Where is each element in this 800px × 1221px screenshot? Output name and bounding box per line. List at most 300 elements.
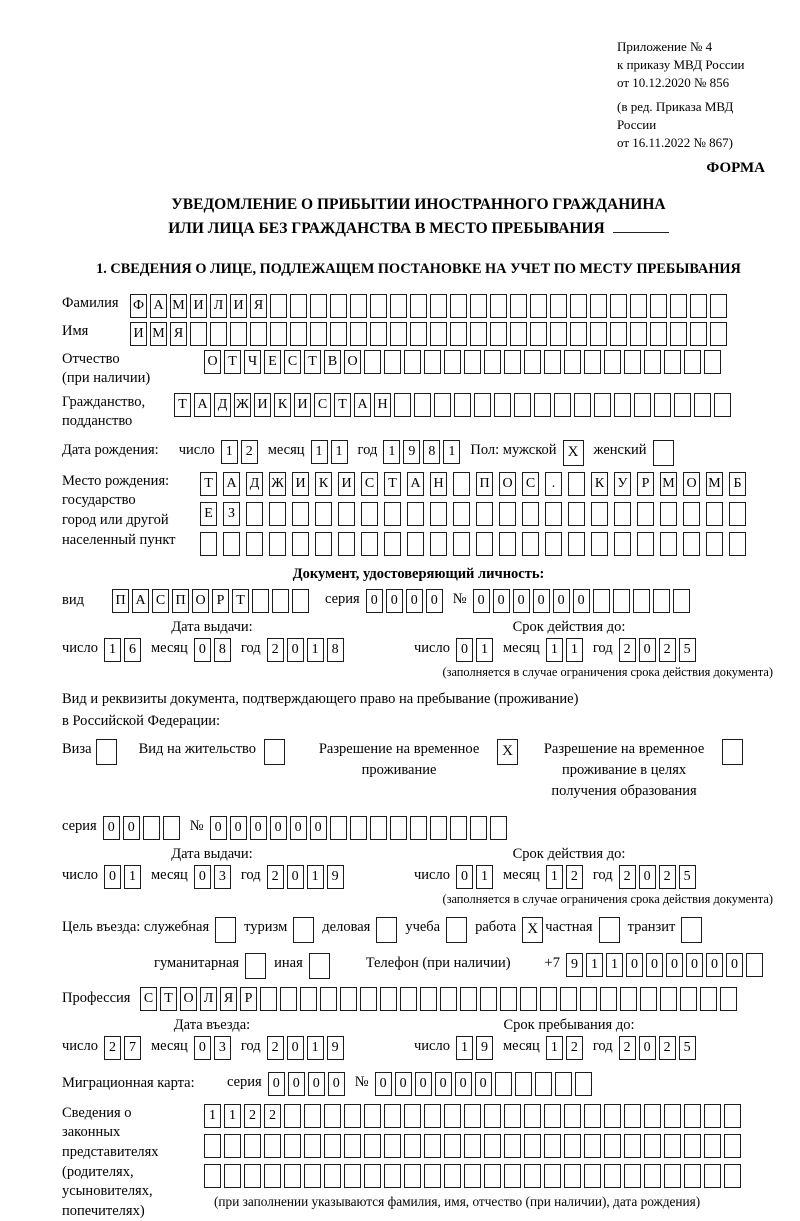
- purpose-tourism-checkbox[interactable]: [293, 917, 314, 943]
- given-name-cell[interactable]: [250, 322, 267, 346]
- profession-cell[interactable]: [440, 987, 457, 1011]
- representatives-cell[interactable]: [544, 1104, 561, 1128]
- given-name-cell[interactable]: [290, 322, 307, 346]
- citizenship-cell[interactable]: [654, 393, 671, 417]
- surname-cell[interactable]: [690, 294, 707, 318]
- representatives-cell[interactable]: [624, 1104, 641, 1128]
- birthplace-cell[interactable]: [453, 472, 470, 496]
- stay-year-cell[interactable]: 2: [619, 1036, 636, 1060]
- permit-number-cell[interactable]: [490, 816, 507, 840]
- birthplace-cell[interactable]: С: [361, 472, 378, 496]
- representatives-cell[interactable]: [264, 1164, 281, 1188]
- phone-cell[interactable]: 0: [726, 953, 743, 977]
- citizenship-cell[interactable]: [554, 393, 571, 417]
- patronymic-cell[interactable]: О: [204, 350, 221, 374]
- doc-number-cell[interactable]: 0: [473, 589, 490, 613]
- given-name-cell[interactable]: [370, 322, 387, 346]
- representatives-cell[interactable]: [664, 1134, 681, 1158]
- birthplace-cell[interactable]: О: [683, 472, 700, 496]
- doc-type-cell[interactable]: С: [152, 589, 169, 613]
- profession-cell[interactable]: С: [140, 987, 157, 1011]
- representatives-cell[interactable]: [384, 1104, 401, 1128]
- profession-cell[interactable]: [500, 987, 517, 1011]
- sex-female-checkbox[interactable]: [653, 440, 674, 466]
- doc-number-cell[interactable]: 0: [493, 589, 510, 613]
- purpose-transit-checkbox[interactable]: [681, 917, 702, 943]
- patronymic-cell[interactable]: С: [284, 350, 301, 374]
- migration-number-cell[interactable]: 0: [415, 1072, 432, 1096]
- representatives-cell[interactable]: [484, 1164, 501, 1188]
- representatives-cell[interactable]: [644, 1164, 661, 1188]
- permit-number-cell[interactable]: 0: [310, 816, 327, 840]
- representatives-cell[interactable]: [684, 1164, 701, 1188]
- id-issue-year-cell[interactable]: 1: [307, 638, 324, 662]
- birthplace-cell[interactable]: [683, 502, 700, 526]
- representatives-cell[interactable]: [704, 1164, 721, 1188]
- migration-number-cell[interactable]: [495, 1072, 512, 1096]
- birthplace-cell[interactable]: [637, 532, 654, 556]
- doc-number-cell[interactable]: 0: [533, 589, 550, 613]
- permit-number-cell[interactable]: [430, 816, 447, 840]
- purpose-official-checkbox[interactable]: [215, 917, 236, 943]
- citizenship-cell[interactable]: Н: [374, 393, 391, 417]
- birthplace-cell[interactable]: У: [614, 472, 631, 496]
- given-name-cell[interactable]: [610, 322, 627, 346]
- birthplace-cell[interactable]: [545, 532, 562, 556]
- representatives-cell[interactable]: [204, 1134, 221, 1158]
- permit-expiry-day-cell[interactable]: 1: [476, 865, 493, 889]
- permit-number-cell[interactable]: 0: [230, 816, 247, 840]
- birthplace-cell[interactable]: Н: [430, 472, 447, 496]
- purpose-transit-checkbox[interactable]: [681, 917, 702, 943]
- citizenship-cell[interactable]: [634, 393, 651, 417]
- given-name-cell[interactable]: [210, 322, 227, 346]
- birthplace-cell[interactable]: [637, 502, 654, 526]
- profession-cell[interactable]: [540, 987, 557, 1011]
- representatives-cell[interactable]: [404, 1164, 421, 1188]
- citizenship-cell[interactable]: [454, 393, 471, 417]
- given-name-cell[interactable]: [350, 322, 367, 346]
- id-expiry-month-cell[interactable]: 1: [546, 638, 563, 662]
- patronymic-cell[interactable]: Ч: [244, 350, 261, 374]
- doc-type-cell[interactable]: Р: [212, 589, 229, 613]
- birthplace-cell[interactable]: [430, 502, 447, 526]
- permit-series-cell[interactable]: [143, 816, 160, 840]
- birthplace-cell[interactable]: [660, 502, 677, 526]
- representatives-cell[interactable]: [324, 1104, 341, 1128]
- representatives-cell[interactable]: [244, 1134, 261, 1158]
- surname-cell[interactable]: [430, 294, 447, 318]
- patronymic-cell[interactable]: [484, 350, 501, 374]
- id-issue-year-cell[interactable]: 8: [327, 638, 344, 662]
- migration-number-cell[interactable]: [555, 1072, 572, 1096]
- representatives-cell[interactable]: [424, 1104, 441, 1128]
- representatives-cell[interactable]: [704, 1134, 721, 1158]
- migration-number-cell[interactable]: 0: [395, 1072, 412, 1096]
- representatives-cell[interactable]: [224, 1134, 241, 1158]
- profession-cell[interactable]: [420, 987, 437, 1011]
- patronymic-cell[interactable]: [584, 350, 601, 374]
- surname-cell[interactable]: [710, 294, 727, 318]
- birthplace-cell[interactable]: К: [315, 472, 332, 496]
- birth-day-cell[interactable]: 2: [241, 440, 258, 464]
- birthplace-cell[interactable]: О: [499, 472, 516, 496]
- birthplace-cell[interactable]: [522, 532, 539, 556]
- doc-series-cell[interactable]: 0: [426, 589, 443, 613]
- surname-cell[interactable]: [270, 294, 287, 318]
- surname-cell[interactable]: М: [170, 294, 187, 318]
- entry-year-cell[interactable]: 1: [307, 1036, 324, 1060]
- representatives-cell[interactable]: [544, 1164, 561, 1188]
- permit-expiry-month-cell[interactable]: 2: [566, 865, 583, 889]
- profession-cell[interactable]: [700, 987, 717, 1011]
- migration-number-cell[interactable]: [535, 1072, 552, 1096]
- permit-number-cell[interactable]: 0: [250, 816, 267, 840]
- profession-cell[interactable]: [260, 987, 277, 1011]
- temp-residence-checkbox[interactable]: X: [497, 739, 518, 765]
- id-expiry-year-cell[interactable]: 5: [679, 638, 696, 662]
- birthplace-cell[interactable]: [384, 502, 401, 526]
- patronymic-cell[interactable]: В: [324, 350, 341, 374]
- stay-year-cell[interactable]: 0: [639, 1036, 656, 1060]
- id-issue-year-cell[interactable]: 2: [267, 638, 284, 662]
- doc-number-cell[interactable]: 0: [553, 589, 570, 613]
- doc-number-cell[interactable]: [593, 589, 610, 613]
- permit-issue-year-cell[interactable]: 1: [307, 865, 324, 889]
- citizenship-cell[interactable]: [674, 393, 691, 417]
- citizenship-cell[interactable]: И: [254, 393, 271, 417]
- entry-month-cell[interactable]: 0: [194, 1036, 211, 1060]
- given-name-cell[interactable]: Я: [170, 322, 187, 346]
- birthplace-cell[interactable]: [614, 502, 631, 526]
- patronymic-cell[interactable]: [424, 350, 441, 374]
- stay-day-cell[interactable]: 9: [476, 1036, 493, 1060]
- visa-checkbox[interactable]: [96, 739, 117, 765]
- patronymic-cell[interactable]: [544, 350, 561, 374]
- given-name-cell[interactable]: [390, 322, 407, 346]
- citizenship-cell[interactable]: Т: [334, 393, 351, 417]
- representatives-cell[interactable]: [584, 1134, 601, 1158]
- representatives-cell[interactable]: [524, 1104, 541, 1128]
- migration-number-cell[interactable]: [515, 1072, 532, 1096]
- given-name-cell[interactable]: [470, 322, 487, 346]
- birthplace-cell[interactable]: [614, 532, 631, 556]
- migration-number-cell[interactable]: 0: [475, 1072, 492, 1096]
- representatives-cell[interactable]: [724, 1104, 741, 1128]
- surname-cell[interactable]: [590, 294, 607, 318]
- birthplace-cell[interactable]: [522, 502, 539, 526]
- birthplace-cell[interactable]: [499, 532, 516, 556]
- representatives-cell[interactable]: [464, 1164, 481, 1188]
- given-name-cell[interactable]: [310, 322, 327, 346]
- representatives-cell[interactable]: [724, 1134, 741, 1158]
- id-issue-year-cell[interactable]: 0: [287, 638, 304, 662]
- phone-cell[interactable]: 0: [626, 953, 643, 977]
- patronymic-cell[interactable]: Е: [264, 350, 281, 374]
- entry-year-cell[interactable]: 2: [267, 1036, 284, 1060]
- profession-cell[interactable]: [460, 987, 477, 1011]
- phone-cell[interactable]: 1: [586, 953, 603, 977]
- stay-year-cell[interactable]: 5: [679, 1036, 696, 1060]
- given-name-cell[interactable]: [230, 322, 247, 346]
- representatives-cell[interactable]: [704, 1104, 721, 1128]
- surname-cell[interactable]: [450, 294, 467, 318]
- doc-type-cell[interactable]: П: [112, 589, 129, 613]
- patronymic-cell[interactable]: [384, 350, 401, 374]
- representatives-cell[interactable]: [584, 1104, 601, 1128]
- surname-cell[interactable]: [530, 294, 547, 318]
- representatives-cell[interactable]: [404, 1104, 421, 1128]
- representatives-cell[interactable]: [564, 1104, 581, 1128]
- representatives-cell[interactable]: [384, 1164, 401, 1188]
- surname-cell[interactable]: [490, 294, 507, 318]
- entry-day-cell[interactable]: 2: [104, 1036, 121, 1060]
- surname-cell[interactable]: [570, 294, 587, 318]
- patronymic-cell[interactable]: [504, 350, 521, 374]
- given-name-cell[interactable]: [410, 322, 427, 346]
- patronymic-cell[interactable]: [444, 350, 461, 374]
- representatives-cell[interactable]: [584, 1164, 601, 1188]
- purpose-private-checkbox[interactable]: [599, 917, 620, 943]
- birthplace-cell[interactable]: К: [591, 472, 608, 496]
- birthplace-cell[interactable]: М: [706, 472, 723, 496]
- surname-cell[interactable]: [350, 294, 367, 318]
- permit-expiry-day-cell[interactable]: 0: [456, 865, 473, 889]
- permit-expiry-year-cell[interactable]: 2: [619, 865, 636, 889]
- stay-month-cell[interactable]: 1: [546, 1036, 563, 1060]
- purpose-study-checkbox[interactable]: [446, 917, 467, 943]
- entry-year-cell[interactable]: 9: [327, 1036, 344, 1060]
- doc-number-cell[interactable]: [653, 589, 670, 613]
- surname-cell[interactable]: [610, 294, 627, 318]
- permit-series-cell[interactable]: 0: [123, 816, 140, 840]
- surname-cell[interactable]: [550, 294, 567, 318]
- birthplace-cell[interactable]: Р: [637, 472, 654, 496]
- purpose-study-checkbox[interactable]: [446, 917, 467, 943]
- doc-type-cell[interactable]: [252, 589, 269, 613]
- given-name-cell[interactable]: [270, 322, 287, 346]
- migration-series-cell[interactable]: 0: [328, 1072, 345, 1096]
- temp-residence-edu-checkbox[interactable]: [722, 739, 743, 765]
- given-name-cell[interactable]: [490, 322, 507, 346]
- profession-cell[interactable]: Р: [240, 987, 257, 1011]
- birthplace-cell[interactable]: [384, 532, 401, 556]
- birthplace-cell[interactable]: [292, 502, 309, 526]
- surname-cell[interactable]: Л: [210, 294, 227, 318]
- representatives-cell[interactable]: [324, 1164, 341, 1188]
- patronymic-cell[interactable]: [524, 350, 541, 374]
- citizenship-cell[interactable]: [494, 393, 511, 417]
- surname-cell[interactable]: [670, 294, 687, 318]
- birth-year-cell[interactable]: 1: [443, 440, 460, 464]
- representatives-cell[interactable]: [224, 1164, 241, 1188]
- citizenship-cell[interactable]: А: [354, 393, 371, 417]
- birthplace-cell[interactable]: [453, 502, 470, 526]
- profession-cell[interactable]: [620, 987, 637, 1011]
- representatives-cell[interactable]: [364, 1164, 381, 1188]
- surname-cell[interactable]: [330, 294, 347, 318]
- doc-type-cell[interactable]: П: [172, 589, 189, 613]
- doc-type-cell[interactable]: [292, 589, 309, 613]
- migration-number-cell[interactable]: 0: [375, 1072, 392, 1096]
- birthplace-cell[interactable]: [338, 502, 355, 526]
- profession-cell[interactable]: Т: [160, 987, 177, 1011]
- birthplace-cell[interactable]: [223, 532, 240, 556]
- doc-number-cell[interactable]: [673, 589, 690, 613]
- birthplace-cell[interactable]: [729, 532, 746, 556]
- representatives-cell[interactable]: [284, 1164, 301, 1188]
- birthplace-cell[interactable]: З: [223, 502, 240, 526]
- permit-expiry-year-cell[interactable]: 2: [659, 865, 676, 889]
- birthplace-cell[interactable]: [269, 502, 286, 526]
- representatives-cell[interactable]: [604, 1104, 621, 1128]
- profession-cell[interactable]: [340, 987, 357, 1011]
- doc-type-cell[interactable]: Т: [232, 589, 249, 613]
- patronymic-cell[interactable]: Т: [224, 350, 241, 374]
- stay-year-cell[interactable]: 2: [659, 1036, 676, 1060]
- entry-year-cell[interactable]: 0: [287, 1036, 304, 1060]
- purpose-other-checkbox[interactable]: [309, 953, 330, 979]
- representatives-cell[interactable]: [424, 1134, 441, 1158]
- doc-type-cell[interactable]: О: [192, 589, 209, 613]
- permit-expiry-year-cell[interactable]: 0: [639, 865, 656, 889]
- stay-month-cell[interactable]: 2: [566, 1036, 583, 1060]
- permit-issue-year-cell[interactable]: 9: [327, 865, 344, 889]
- given-name-cell[interactable]: [510, 322, 527, 346]
- purpose-private-checkbox[interactable]: [599, 917, 620, 943]
- birthplace-cell[interactable]: [430, 532, 447, 556]
- id-expiry-day-cell[interactable]: 1: [476, 638, 493, 662]
- representatives-cell[interactable]: [624, 1164, 641, 1188]
- patronymic-cell[interactable]: [404, 350, 421, 374]
- given-name-cell[interactable]: [630, 322, 647, 346]
- migration-series-cell[interactable]: 0: [268, 1072, 285, 1096]
- representatives-cell[interactable]: [544, 1134, 561, 1158]
- purpose-humanitarian-checkbox[interactable]: [245, 953, 266, 979]
- given-name-cell[interactable]: [430, 322, 447, 346]
- birthplace-cell[interactable]: М: [660, 472, 677, 496]
- given-name-cell[interactable]: [690, 322, 707, 346]
- birthplace-cell[interactable]: [476, 502, 493, 526]
- citizenship-cell[interactable]: К: [274, 393, 291, 417]
- temp-residence-checkbox[interactable]: [497, 739, 518, 765]
- migration-number-cell[interactable]: 0: [455, 1072, 472, 1096]
- residence-permit-checkbox[interactable]: [264, 739, 285, 765]
- surname-cell[interactable]: Я: [250, 294, 267, 318]
- surname-cell[interactable]: [650, 294, 667, 318]
- representatives-cell[interactable]: [344, 1164, 361, 1188]
- citizenship-cell[interactable]: Т: [174, 393, 191, 417]
- patronymic-cell[interactable]: [644, 350, 661, 374]
- given-name-cell[interactable]: [670, 322, 687, 346]
- representatives-cell[interactable]: [304, 1104, 321, 1128]
- surname-cell[interactable]: [470, 294, 487, 318]
- profession-cell[interactable]: [520, 987, 537, 1011]
- permit-issue-year-cell[interactable]: 0: [287, 865, 304, 889]
- representatives-cell[interactable]: 2: [264, 1104, 281, 1128]
- permit-number-cell[interactable]: [450, 816, 467, 840]
- profession-cell[interactable]: [660, 987, 677, 1011]
- birthplace-cell[interactable]: [568, 472, 585, 496]
- surname-cell[interactable]: [390, 294, 407, 318]
- representatives-cell[interactable]: [644, 1104, 661, 1128]
- temp-residence-edu-checkbox[interactable]: [722, 739, 743, 765]
- birthplace-cell[interactable]: [706, 502, 723, 526]
- permit-number-cell[interactable]: 0: [210, 816, 227, 840]
- given-name-cell[interactable]: [570, 322, 587, 346]
- phone-cell[interactable]: 0: [646, 953, 663, 977]
- permit-expiry-month-cell[interactable]: 1: [546, 865, 563, 889]
- birth-year-cell[interactable]: 9: [403, 440, 420, 464]
- representatives-cell[interactable]: [504, 1104, 521, 1128]
- patronymic-cell[interactable]: [704, 350, 721, 374]
- surname-cell[interactable]: И: [190, 294, 207, 318]
- doc-series-cell[interactable]: 0: [406, 589, 423, 613]
- birthplace-cell[interactable]: П: [476, 472, 493, 496]
- id-issue-month-cell[interactable]: 0: [194, 638, 211, 662]
- doc-type-cell[interactable]: А: [132, 589, 149, 613]
- representatives-cell[interactable]: [504, 1164, 521, 1188]
- representatives-cell[interactable]: [244, 1164, 261, 1188]
- permit-number-cell[interactable]: [350, 816, 367, 840]
- profession-cell[interactable]: Л: [200, 987, 217, 1011]
- permit-number-cell[interactable]: 0: [270, 816, 287, 840]
- surname-cell[interactable]: [370, 294, 387, 318]
- birthplace-cell[interactable]: А: [223, 472, 240, 496]
- surname-cell[interactable]: А: [150, 294, 167, 318]
- representatives-cell[interactable]: [324, 1134, 341, 1158]
- citizenship-cell[interactable]: [714, 393, 731, 417]
- profession-cell[interactable]: [580, 987, 597, 1011]
- birthplace-cell[interactable]: [591, 532, 608, 556]
- profession-cell[interactable]: [720, 987, 737, 1011]
- birthplace-cell[interactable]: [200, 532, 217, 556]
- entry-month-cell[interactable]: 3: [214, 1036, 231, 1060]
- representatives-cell[interactable]: [444, 1134, 461, 1158]
- representatives-cell[interactable]: [724, 1164, 741, 1188]
- birth-month-cell[interactable]: 1: [311, 440, 328, 464]
- representatives-cell[interactable]: [464, 1104, 481, 1128]
- purpose-humanitarian-checkbox[interactable]: [245, 953, 266, 979]
- representatives-cell[interactable]: [564, 1134, 581, 1158]
- birthplace-cell[interactable]: [683, 532, 700, 556]
- representatives-cell[interactable]: [524, 1164, 541, 1188]
- profession-cell[interactable]: [380, 987, 397, 1011]
- phone-cell[interactable]: [746, 953, 763, 977]
- birthplace-cell[interactable]: [292, 532, 309, 556]
- migration-number-cell[interactable]: 0: [435, 1072, 452, 1096]
- purpose-other-checkbox[interactable]: [309, 953, 330, 979]
- profession-cell[interactable]: [280, 987, 297, 1011]
- citizenship-cell[interactable]: [474, 393, 491, 417]
- representatives-cell[interactable]: [204, 1164, 221, 1188]
- birthplace-cell[interactable]: И: [338, 472, 355, 496]
- doc-type-cell[interactable]: [272, 589, 289, 613]
- purpose-tourism-checkbox[interactable]: [293, 917, 314, 943]
- representatives-cell[interactable]: [564, 1164, 581, 1188]
- citizenship-cell[interactable]: [574, 393, 591, 417]
- profession-cell[interactable]: Я: [220, 987, 237, 1011]
- permit-issue-month-cell[interactable]: 3: [214, 865, 231, 889]
- permit-issue-day-cell[interactable]: 1: [124, 865, 141, 889]
- phone-cell[interactable]: 0: [666, 953, 683, 977]
- given-name-cell[interactable]: [530, 322, 547, 346]
- purpose-work-checkbox[interactable]: [522, 917, 543, 943]
- profession-cell[interactable]: [560, 987, 577, 1011]
- birth-year-cell[interactable]: 8: [423, 440, 440, 464]
- citizenship-cell[interactable]: [514, 393, 531, 417]
- given-name-cell[interactable]: [550, 322, 567, 346]
